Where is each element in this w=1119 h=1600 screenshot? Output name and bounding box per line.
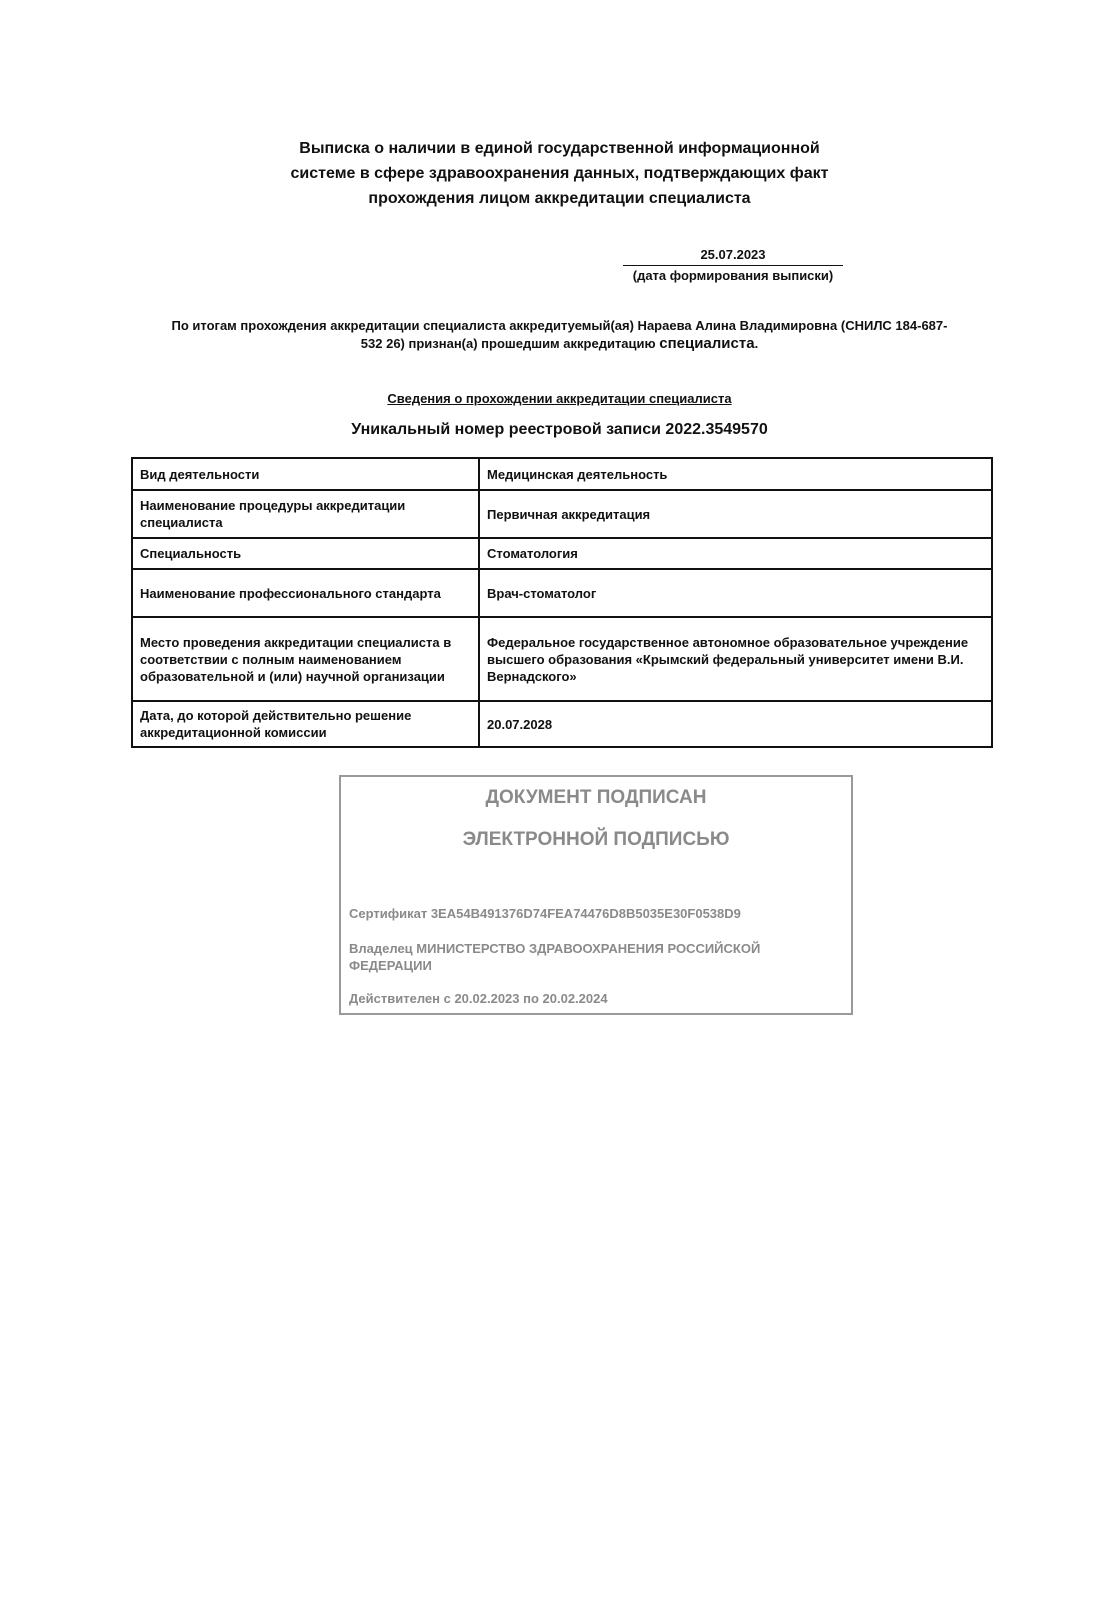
table-value-cell: 20.07.2028: [479, 701, 992, 747]
statement-line-2-text: 532 26) признан(а) прошедшим аккредитацию: [360, 336, 660, 351]
stamp-title-line-1: ДОКУМЕНТ ПОДПИСАН: [485, 787, 707, 808]
stamp-owner: Владелец МИНИСТЕРСТВО ЗДРАВООХРАНЕНИЯ РОССИЙСКОЙ ФЕДЕРАЦИИ: [349, 941, 761, 973]
stamp-certificate: Сертификат 3EA54B491376D74FEA74476D8B5035E30F0538D9: [349, 906, 741, 921]
table-row: [132, 538, 992, 569]
stamp-validity: Действителен с 20.02.2023 по 20.02.2024: [349, 991, 608, 1006]
table-key-cell: Наименование профессионального стандарта: [132, 569, 479, 617]
statement-period: .: [754, 336, 759, 351]
table-row: [132, 458, 992, 490]
table-key-cell: Вид деятельности: [132, 458, 479, 490]
statement-line-2: [0, 335, 1119, 353]
table-value-cell: Стоматология: [479, 538, 992, 569]
formation-date-block: [618, 246, 848, 285]
document-title: [0, 136, 1119, 211]
table-row: [132, 617, 992, 701]
table-value-cell: Первичная аккредитация: [479, 490, 992, 538]
electronic-signature-stamp: [339, 775, 853, 1015]
table-key-cell: Дата, до которой действительно решение аккредитационной комиссии: [132, 701, 479, 747]
table-row: [132, 490, 992, 538]
table-row: [132, 701, 992, 747]
table-row: [132, 569, 992, 617]
registry-number: Уникальный номер реестровой записи 2022.3549570: [351, 421, 768, 438]
section-heading: Сведения о прохождении аккредитации специалиста: [387, 391, 732, 406]
table-key-cell: Наименование процедуры аккредитации специалиста: [132, 490, 479, 538]
accreditation-info-table: [131, 457, 993, 748]
document-title-line: Выписка о наличии в единой государственной информационной: [299, 140, 820, 157]
accreditation-statement: [0, 317, 1119, 353]
document-title-line: системе в сфере здравоохранения данных, подтверждающих факт: [290, 165, 829, 182]
table-value-cell: Врач-стоматолог: [479, 569, 992, 617]
document-title-line: прохождения лицом аккредитации специалиста: [368, 190, 751, 207]
stamp-title-line-2: ЭЛЕКТРОННОЙ ПОДПИСЬЮ: [462, 829, 730, 850]
table-value-cell: Федеральное государственное автономное образовательное учреждение высшего образования «Крымский федеральный университет имени В.И. Вернадского»: [479, 617, 992, 701]
table-key-cell: Специальность: [132, 538, 479, 569]
formation-date-caption: (дата формирования выписки): [632, 268, 834, 283]
formation-date: 25.07.2023: [623, 246, 843, 266]
table-key-cell: Место проведения аккредитации специалиста в соответствии с полным наименованием образовательной и (или) научной организации: [132, 617, 479, 701]
statement-line-1: По итогам прохождения аккредитации специалиста аккредитуемый(ая) Нараева Алина Владимировна (СНИЛС 184-687-: [171, 318, 948, 333]
statement-specialist-word: специалиста: [659, 335, 755, 352]
table-value-cell: Медицинская деятельность: [479, 458, 992, 490]
